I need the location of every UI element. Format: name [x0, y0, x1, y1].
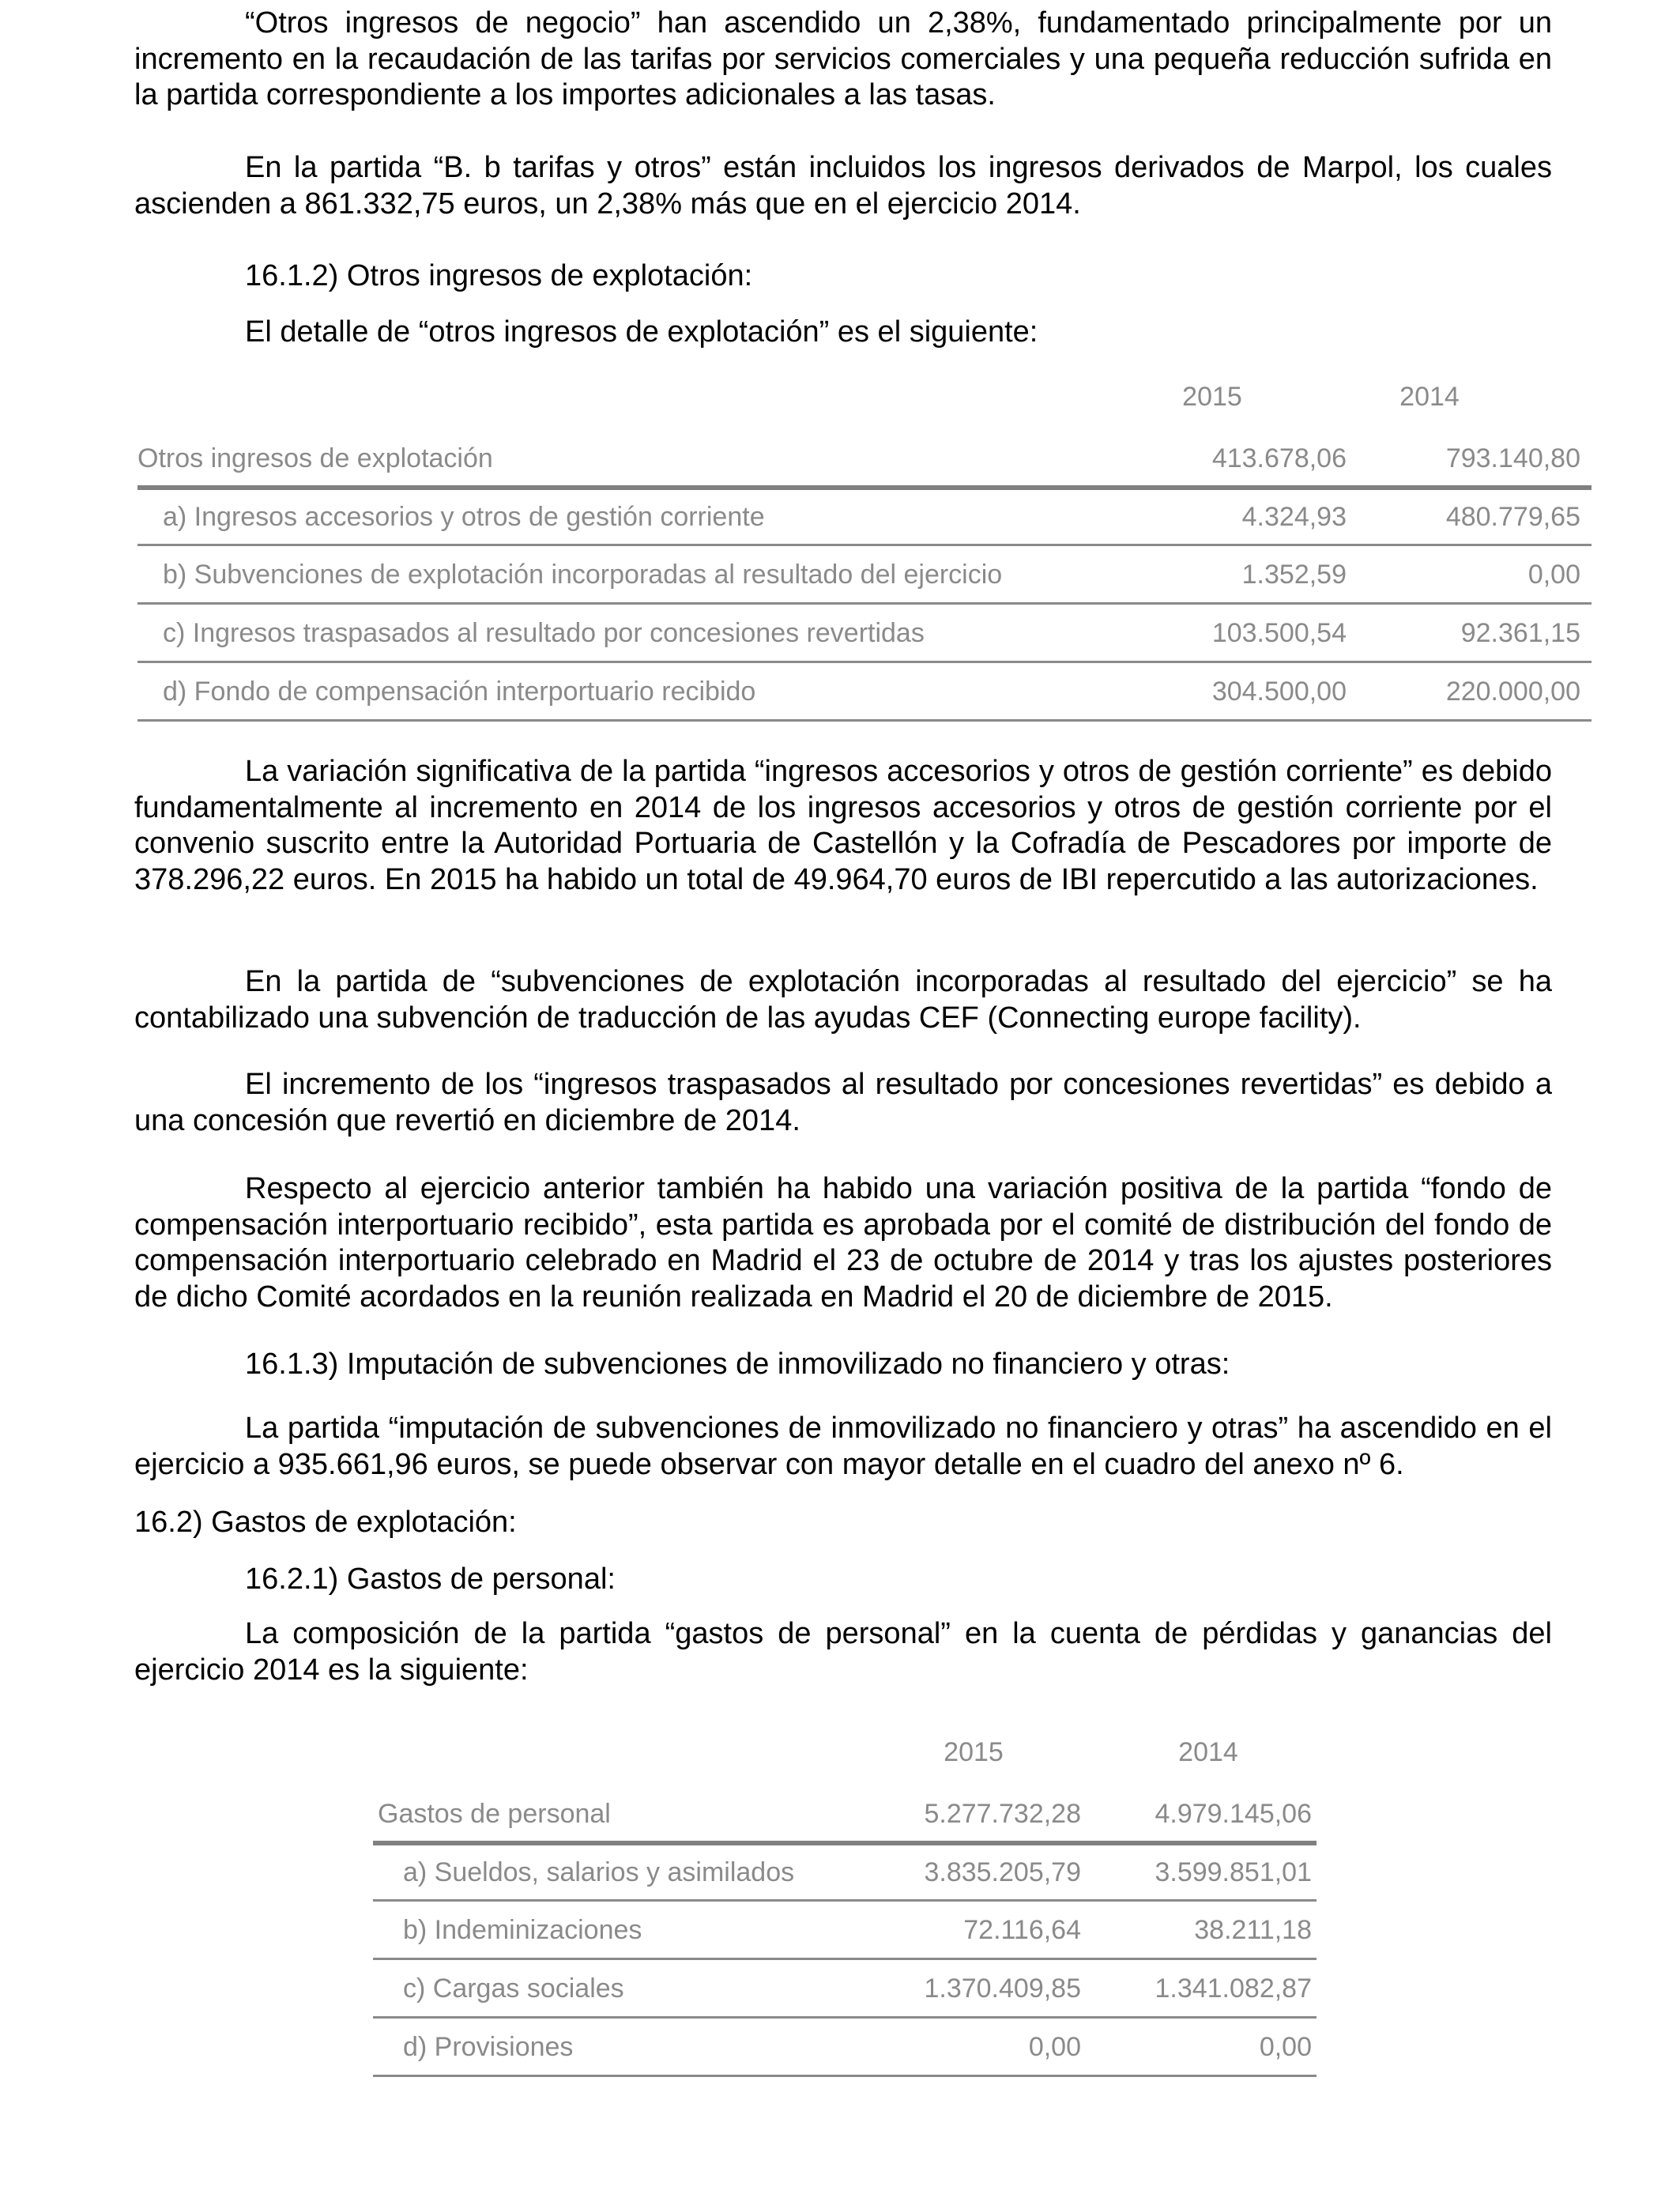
- table-row-label: b) Indeminizaciones: [403, 1915, 642, 1945]
- table-cell-2015: 103.500,54: [1211, 618, 1347, 648]
- table-row: [373, 1901, 1317, 1959]
- table-cell-2014: 4.979.145,06: [1155, 1799, 1312, 1829]
- heading-16-2-1: 16.2.1) Gastos de personal:: [245, 1563, 616, 1596]
- paragraph-gastos-personal-intro: La composición de la partida “gastos de personal” en la cuenta de pérdidas y ganancias del ejercicio 2014 es la siguiente:: [134, 1617, 1552, 1687]
- table-row: [137, 545, 1580, 604]
- table-row: [373, 2018, 1317, 2076]
- table-row: [137, 488, 1580, 546]
- table-cell-2015: 413.678,06: [1211, 443, 1347, 473]
- table-row: [137, 604, 1580, 662]
- table-cell-2015: 4.324,93: [1241, 502, 1347, 532]
- table-cell-2014: 793.140,80: [1445, 443, 1580, 473]
- table-cell-2014: 1.341.082,87: [1155, 1973, 1312, 2004]
- table-row: [373, 1843, 1317, 1902]
- table-row-label: d) Fondo de compensación interportuario recibido: [163, 677, 756, 707]
- table-row-label: Gastos de personal: [378, 1799, 611, 1829]
- table-total-row: [137, 429, 1580, 488]
- table-cell-2015: 304.500,00: [1211, 677, 1347, 707]
- table-row-label: Otros ingresos de explotación: [137, 443, 493, 473]
- table-year-header: 2015: [1182, 382, 1242, 412]
- heading-16-1-3: 16.1.3) Imputación de subvenciones de inmovilizado no financiero y otras:: [245, 1348, 1230, 1381]
- table-row-label: a) Ingresos accesorios y otros de gestión corriente: [163, 502, 765, 532]
- table-total-row: [373, 1785, 1317, 1843]
- paragraph-variacion-ingresos-accesorios: La variación significativa de la partida “ingresos accesorios y otros de gestión corriente” es debido fundamentalmente al incremento en 2014 de los ingresos accesorios y otros de gestión corriente por el convenio suscrito entre la Autoridad Portuaria de Castellón y la Cofradía de Pescadores por importe de 378.296,22 euros. En 2015 ha habido un total de 49.964,70 euros de IBI repercutido a las autorizaciones.: [134, 755, 1552, 896]
- table-cell-2015: 1.370.409,85: [924, 1973, 1081, 2004]
- paragraph-fondo-compensacion: Respecto al ejercicio anterior también ha habido una variación positiva de la partida “fondo de compensación interportuario recibido”, esta partida es aprobada por el comité de distribución del fondo de compensación interportuario celebrado en Madrid el 23 de octubre de 2014 y tras los ajustes posteriores de dicho Comité acordados en la reunión realizada en Madrid el 20 de diciembre de 2015.: [134, 1172, 1552, 1314]
- table-row-label: a) Sueldos, salarios y asimilados: [403, 1857, 795, 1887]
- table-cell-2014: 0,00: [1527, 560, 1580, 590]
- table-year-header: 2015: [944, 1737, 1004, 1767]
- table-cell-2014: 0,00: [1259, 2032, 1312, 2062]
- table-gastos-personal: [373, 1736, 1317, 2078]
- table-row: [137, 662, 1580, 721]
- paragraph-imputacion-subvenciones: La partida “imputación de subvenciones de inmovilizado no financiero y otras” ha ascendido en el ejercicio a 935.661,96 euros, se puede observar con mayor detalle en el cuadro del anexo nº 6.: [134, 1412, 1552, 1481]
- table-cell-2015: 0,00: [1028, 2032, 1081, 2062]
- paragraph-otros-ingresos-negocio: “Otros ingresos de negocio” han ascendido un 2,38%, fundamentado principalmente por un incremento en la recaudación de las tarifas por servicios comerciales y una pequeña reducción sufrida en la partida correspondiente a los importes adicionales a las tasas.: [134, 6, 1552, 111]
- table-divider: [137, 719, 1591, 722]
- paragraph-detalle-intro: El detalle de “otros ingresos de explotación” es el siguiente:: [245, 315, 1038, 349]
- table-cell-2015: 3.835.205,79: [924, 1857, 1081, 1887]
- table-cell-2014: 3.599.851,01: [1155, 1857, 1312, 1887]
- table-row-label: c) Ingresos traspasados al resultado por concesiones revertidas: [163, 618, 925, 648]
- table-cell-2014: 38.211,18: [1194, 1915, 1312, 1945]
- table-row-label: d) Provisiones: [403, 2032, 574, 2062]
- table-cell-2015: 72.116,64: [963, 1915, 1081, 1945]
- table-row-label: c) Cargas sociales: [403, 1973, 624, 2004]
- table-cell-2015: 5.277.732,28: [924, 1799, 1081, 1829]
- paragraph-marpol: En la partida “B. b tarifas y otros” están incluidos los ingresos derivados de Marpol, los cuales ascienden a 861.332,75 euros, un 2,38% más que en el ejercicio 2014.: [134, 151, 1552, 221]
- table-row-label: b) Subvenciones de explotación incorporadas al resultado del ejercicio: [163, 560, 1003, 590]
- table-row: [373, 1959, 1317, 2018]
- table-cell-2014: 92.361,15: [1460, 618, 1580, 648]
- paragraph-subvenciones-explotacion: En la partida de “subvenciones de explotación incorporadas al resultado del ejercicio” se ha contabilizado una subvención de traducción de las ayudas CEF (Connecting europe facility).: [134, 965, 1552, 1035]
- heading-16-2: 16.2) Gastos de explotación:: [134, 1506, 517, 1539]
- table-year-header: 2014: [1399, 382, 1460, 412]
- heading-16-1-2: 16.1.2) Otros ingresos de explotación:: [245, 259, 753, 292]
- table-cell-2015: 1.352,59: [1241, 560, 1347, 590]
- table-year-header: 2014: [1178, 1737, 1238, 1767]
- table-cell-2014: 480.779,65: [1445, 502, 1580, 532]
- table-cell-2014: 220.000,00: [1445, 677, 1580, 707]
- paragraph-concesiones-revertidas: El incremento de los “ingresos traspasados al resultado por concesiones revertidas” es debido a una concesión que revertió en diciembre de 2014.: [134, 1068, 1552, 1137]
- table-divider: [373, 2075, 1317, 2077]
- table-otros-ingresos-explotacion: [137, 381, 1580, 722]
